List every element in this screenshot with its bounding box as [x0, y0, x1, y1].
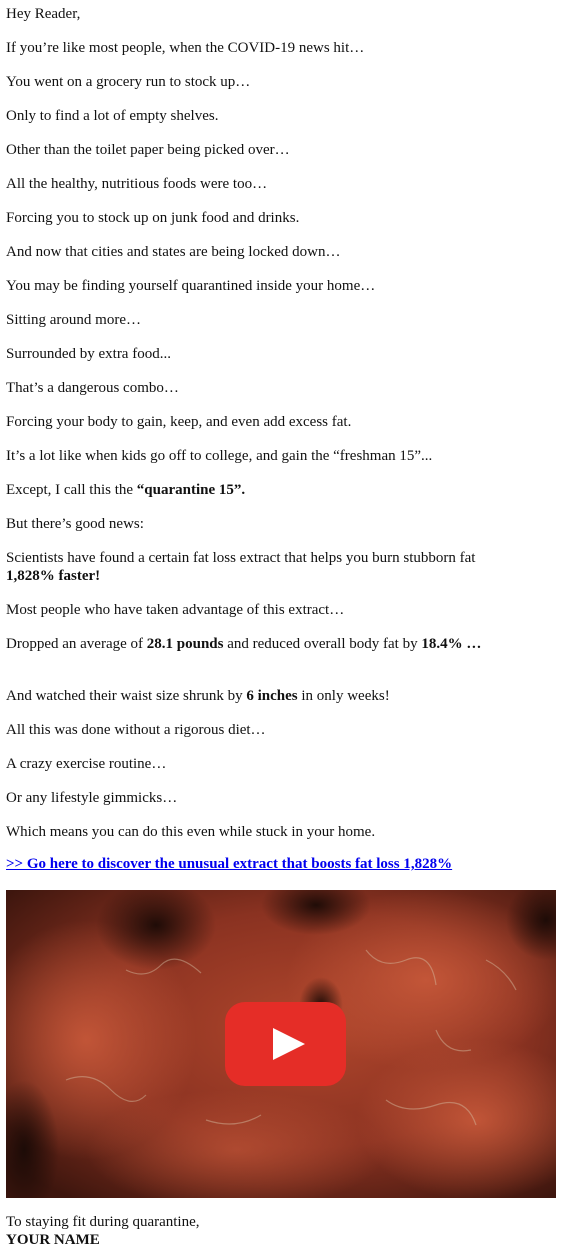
emphasis-quarantine-15: “quarantine 15”. — [136, 482, 246, 498]
paragraph: It’s a lot like when kids go off to college, and gain the “freshman 15”... — [6, 448, 433, 464]
paragraph: All the healthy, nutritious foods were too… — [6, 176, 268, 192]
paragraph: Only to find a lot of empty shelves. — [6, 108, 219, 124]
paragraph-text: Except, I call this the — [6, 482, 137, 498]
paragraph-text: Dropped an average of — [6, 636, 147, 652]
youtube-play-icon[interactable] — [225, 1002, 346, 1086]
greeting: Hey Reader, — [6, 6, 81, 22]
video-thumbnail[interactable] — [6, 890, 556, 1198]
paragraph: If you’re like most people, when the COVID-19 news hit… — [6, 40, 365, 56]
paragraph: Which means you can do this even while stuck in your home. — [6, 824, 376, 840]
paragraph: You may be finding yourself quarantined inside your home… — [6, 278, 376, 294]
cta-link[interactable]: >> Go here to discover the unusual extract that boosts fat loss 1,828% — [6, 856, 453, 872]
paragraph: Sitting around more… — [6, 312, 141, 328]
paragraph — [6, 481, 245, 499]
paragraph: That’s a dangerous combo… — [6, 380, 179, 396]
paragraph-text: and reduced overall body fat by — [223, 636, 422, 652]
paragraph: Forcing your body to gain, keep, and even add excess fat. — [6, 414, 352, 430]
paragraph: Other than the toilet paper being picked over… — [6, 142, 290, 158]
paragraph: Or any lifestyle gimmicks… — [6, 790, 178, 806]
emphasis-inches: 6 inches — [246, 688, 298, 704]
paragraph: Most people who have taken advantage of this extract… — [6, 602, 345, 618]
paragraph-text: Scientists have found a certain fat loss extract that helps you burn stubborn fat — [6, 550, 476, 566]
emphasis-bodyfat: 18.4% … — [421, 636, 482, 652]
paragraph: And now that cities and states are being locked down… — [6, 244, 341, 260]
paragraph: You went on a grocery run to stock up… — [6, 74, 251, 90]
paragraph: A crazy exercise routine… — [6, 756, 167, 772]
paragraph — [6, 635, 506, 653]
paragraph-text: in only weeks! — [297, 688, 390, 704]
signature: YOUR NAME — [6, 1232, 100, 1248]
signoff: To staying fit during quarantine, — [6, 1214, 200, 1230]
paragraph — [6, 687, 390, 705]
emphasis-pounds: 28.1 pounds — [146, 636, 224, 652]
paragraph-text: And watched their waist size shrunk by — [6, 688, 247, 704]
paragraph: Forcing you to stock up on junk food and drinks. — [6, 210, 300, 226]
emphasis-percent: 1,828% faster! — [6, 568, 101, 584]
paragraph — [6, 549, 506, 585]
paragraph: All this was done without a rigorous diet… — [6, 722, 266, 738]
paragraph: But there’s good news: — [6, 516, 144, 532]
paragraph: Surrounded by extra food... — [6, 346, 171, 362]
